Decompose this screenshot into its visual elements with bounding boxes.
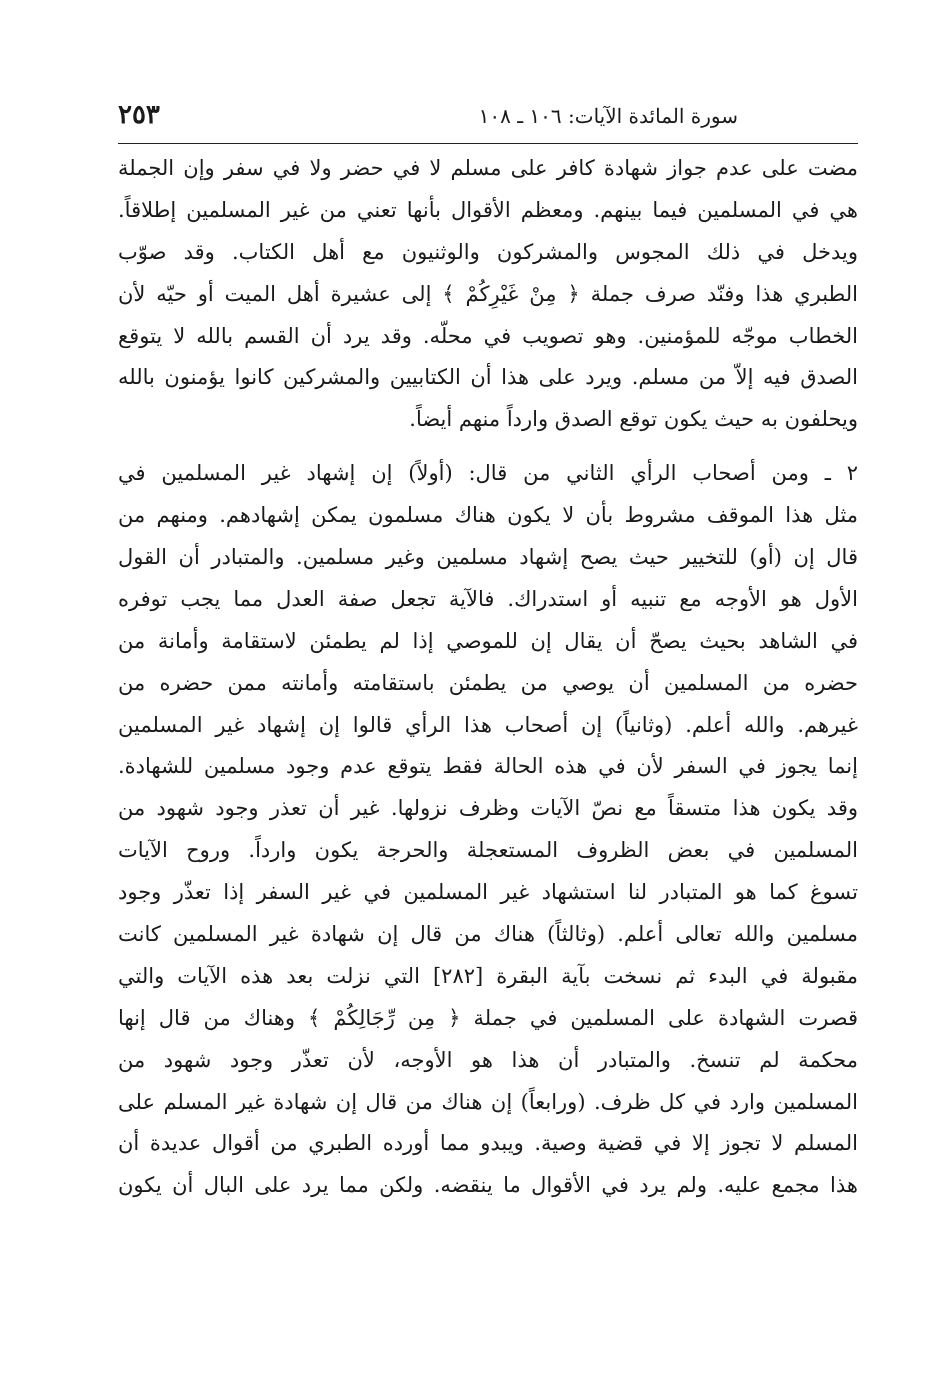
- text-line: ويدخل في ذلك المجوس والمشركون والوثنيون مع أهل الكتاب. وقد صوّب: [118, 239, 858, 264]
- text-line: المسلمين في بعض الظروف المستعجلة والحرجة يكون وارداً. وروح الآيات: [118, 838, 858, 863]
- text-line: مسلمين والله تعالى أعلم. (وثالثاً) هناك من قال إن شهادة غير المسلمين كانت: [118, 922, 858, 947]
- header-divider: [118, 143, 858, 144]
- text-line: الأول هو الأوجه مع تنبيه أو استدراك. فالآية تجعل صفة العدل مما يجب توفره: [118, 586, 858, 611]
- text-line: محكمة لم تنسخ. والمتبادر أن هذا هو الأوجه، لأن تعذّر وجود شهود من: [118, 1047, 858, 1072]
- text-line: مضت على عدم جواز شهادة كافر على مسلم لا في حضر ولا في سفر وإن الجملة: [118, 156, 858, 180]
- text-line: قصرت الشهادة على المسلمين في جملة ﴿ مِن رِّجَالِكُمْ ﴾ وهناك من قال إنها: [118, 1005, 858, 1030]
- text-line: ٢ ـ ومن أصحاب الرأي الثاني من قال: (أولاً) إن إشهاد غير المسلمين في: [118, 461, 858, 486]
- text-line: المسلمين وارد في كل ظرف. (ورابعاً) إن هناك من قال إن شهادة غير المسلم على: [118, 1089, 858, 1114]
- text-line: الطبري هذا وفنّد صرف جملة ﴿ مِنْ غَيْرِكُمْ ﴾ إلى عشيرة أهل الميت أو حيّه لأن: [118, 281, 858, 306]
- text-line: تسوغ كما هو المتبادر لنا استشهاد غير المسلمين في غير السفر إذا تعذّر وجود: [118, 880, 858, 905]
- page-header: [118, 98, 858, 142]
- text-line: غيرهم. والله أعلم. (وثانياً) إن أصحاب هذا الرأي قالوا إن إشهاد غير المسلمين: [118, 712, 858, 737]
- text-line: هذا مجمع عليه. ولم يرد في الأقوال ما ينقضه. ولكن مما يرد على البال أن يكون: [118, 1173, 858, 1198]
- text-line: في الشاهد بحيث يصحّ أن يقال إن للموصي إذا لم يطمئن لاستقامة وأمانة من: [118, 628, 858, 653]
- text-line: الخطاب موجّه للمؤمنين. وهو تصويب في محلّه. وقد يرد أن القسم بالله لا يتوقع: [118, 323, 858, 348]
- page-number: ٢٥٣: [118, 100, 160, 130]
- text-line: الصدق فيه إلاّ من مسلم. ويرد على هذا أن الكتابيين والمشركين كانوا يؤمنون بالله: [118, 365, 858, 390]
- paragraph: [118, 148, 858, 441]
- text-line: مقبولة في البدء ثم نسخت بآية البقرة [٢٨٢] التي نزلت بعد هذه الآيات والتي: [118, 963, 858, 988]
- text-line: وقد يكون هذا متسقاً مع نصّ الآيات وظرف نزولها. غير أن تعذر وجود شهود من: [118, 796, 858, 821]
- text-line: ويحلفون به حيث يكون توقع الصدق وارداً منهم أيضاً.: [409, 407, 858, 432]
- text-line: مثل هذا الموقف مشروط بأن لا يكون هناك مسلمون يمكن إشهادهم. ومنهم من: [118, 503, 858, 528]
- text-line: إنما يجوز في السفر لأن في هذه الحالة فقط يتوقع عدم وجود مسلمين للشهادة.: [118, 754, 858, 779]
- text-line: هي في المسلمين فيما بينهم. ومعظم الأقوال بأنها تعني من غير المسلمين إطلاقاً.: [118, 197, 858, 222]
- running-title: سورة المائدة الآيات: ١٠٦ ـ ١٠٨: [478, 104, 738, 128]
- paragraph-gap: [118, 441, 858, 453]
- paragraph: [118, 453, 858, 1207]
- text-line: حضره من المسلمين أن يوصي من يطمئن باستقامته وأمانته ممن حضره من: [118, 670, 858, 695]
- body-text: [118, 148, 858, 1207]
- text-line: قال إن (أو) للتخيير حيث يصح إشهاد مسلمين وغير مسلمين. والمتبادر أن القول: [118, 545, 858, 570]
- text-line: المسلم لا تجوز إلا في قضية وصية. ويبدو مما أورده الطبري من أقوال عديدة أن: [118, 1131, 858, 1156]
